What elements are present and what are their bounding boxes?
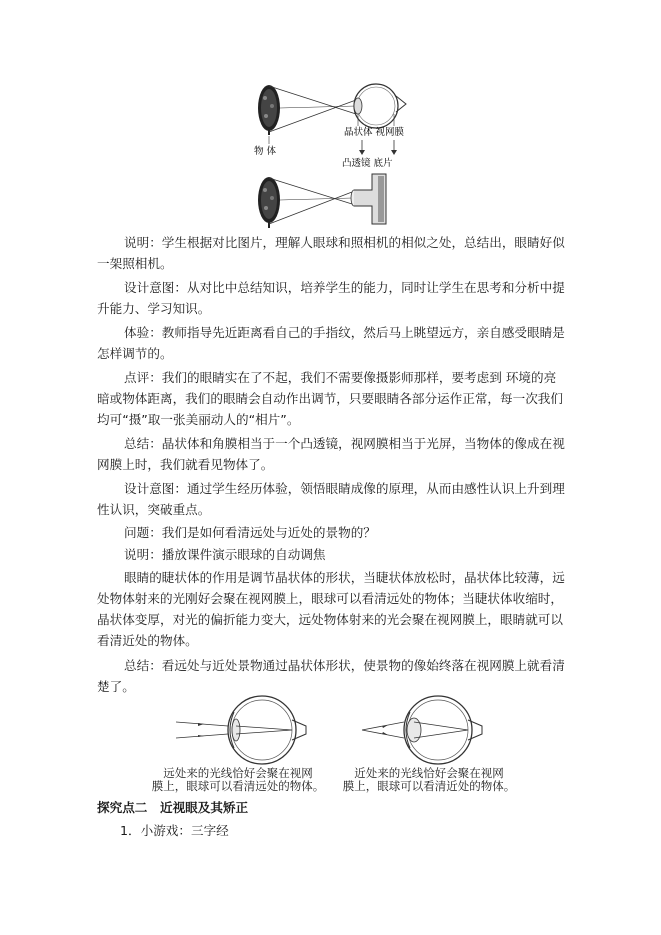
paragraph-design-intent-2: 设计意图：通过学生经历体验，领悟眼睛成像的原理，从而由感性认识上升到理性认识，突破重点。 xyxy=(97,481,565,517)
section-heading: 探究点二 近视眼及其矫正 xyxy=(97,800,249,815)
paragraph-experience: 体验：教师指导先近距离看自己的手指纹，然后马上眺望远方，亲自感受眼睛是怎样调节的。 xyxy=(97,325,565,361)
caption-near-line2: 膜上，眼球可以看清近处的物体。 xyxy=(342,779,516,793)
near-vision-eye-icon xyxy=(362,696,482,764)
label-convex-film: 凸透镜 底片 xyxy=(342,158,393,169)
paragraph-question: 问题：我们是如何看清远处与近处的景物的？ xyxy=(124,525,376,540)
list-item: 1．小游戏：三字经 xyxy=(120,823,229,838)
paragraph-ciliary-body: 眼睛的睫状体的作用是调节晶状体的形状，当睫状体放松时，晶状体比较薄，远处物体射来的光刚好会聚在视网膜上，眼球可以看清远处的物体；当睫状体收缩时，晶状体变厚，对光的偏折能力变大，远处物体射来的光会聚在视网膜上，眼睛就可以看清近处的物体。 xyxy=(97,570,565,648)
eye-icon xyxy=(354,84,406,128)
caption-far-line1: 远处来的光线恰好会聚在视网 xyxy=(163,766,313,780)
caption-far-line2: 膜上，眼球可以看清远处的物体。 xyxy=(151,779,325,793)
paragraph-comment: 点评：我们的眼睛实在了不起，我们不需要像摄影师那样，要考虑到 环境的亮暗或物体距离，我们的眼睛会自动作出调节，只要眼睛各部分运作正常，每一次我们均可“摄”取一张美丽动人的“相片”。 xyxy=(97,370,563,427)
tree-icon xyxy=(258,177,280,228)
far-vision-eye-icon xyxy=(176,696,306,764)
tree-icon xyxy=(258,85,280,135)
label-object: 物 体 xyxy=(254,146,277,157)
caption-near xyxy=(336,767,522,793)
eye-camera-figure xyxy=(248,78,418,230)
paragraph-design-intent-1: 设计意图：从对比中总结知识，培养学生的能力，同时让学生在思考和分析中提升能力、学习知识。 xyxy=(97,280,565,316)
paragraph-summary-2: 总结：看远处与近处景物通过晶状体形状，使景物的像始终落在视网膜上就看清楚了。 xyxy=(97,658,565,694)
paragraph-explanation-1: 说明：学生根据对比图片，理解人眼球和照相机的相似之处，总结出，眼睛好似一架照相机。 xyxy=(97,235,565,271)
paragraph-summary-1: 总结：晶状体和角膜相当于一个凸透镜，视网膜相当于光屏，当物体的像成在视网膜上时，我们就看见物体了。 xyxy=(97,436,565,472)
caption-near-line1: 近处来的光线恰好会聚在视网 xyxy=(354,766,504,780)
caption-far xyxy=(148,767,328,793)
paragraph-explanation-2: 说明：播放课件演示眼球的自动调焦 xyxy=(124,547,326,562)
label-lens-retina: 晶状体 视网膜 xyxy=(344,127,405,138)
eye-focus-figure xyxy=(176,692,506,770)
camera-icon xyxy=(351,174,386,224)
